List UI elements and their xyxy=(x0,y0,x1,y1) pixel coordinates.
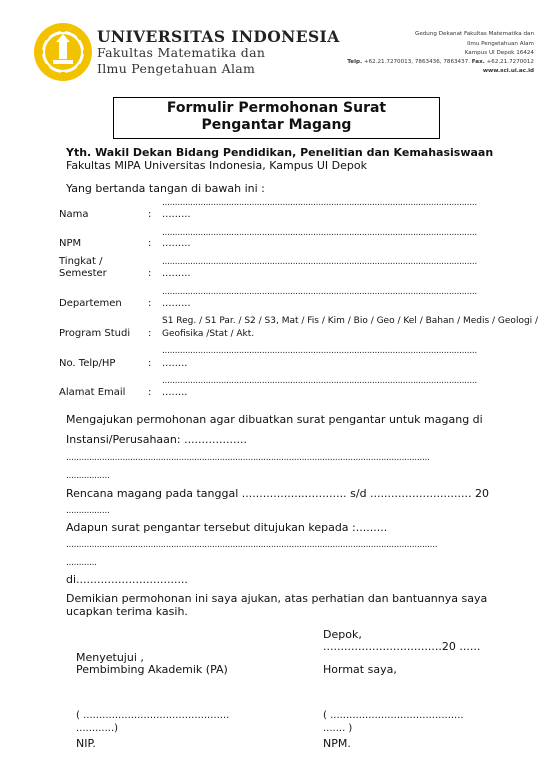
program-studi-label: Program Studi xyxy=(59,328,131,339)
intro-text: Yang bertanda tangan di bawah ini : xyxy=(66,182,265,195)
program-studi-separator: : xyxy=(148,328,152,339)
signature-place: Depok, xyxy=(323,628,362,641)
instansi-dots-line: .............................................................................................................................................. xyxy=(66,453,430,463)
telp-dots-line: ........................................................................................................................... xyxy=(162,346,477,356)
form-title-line1: Formulir Permohonan Surat xyxy=(166,100,387,116)
university-name: UNIVERSITAS INDONESIA xyxy=(97,27,340,46)
npm-dots-line: ........................................................................................................................... xyxy=(162,228,477,238)
fax-value: +62.21.7270012 xyxy=(486,59,534,65)
nama-separator: : xyxy=(148,209,152,220)
student-name-field-line2: ....... ) xyxy=(323,723,353,734)
phone-label: Telp. xyxy=(347,59,363,65)
nama-label: Nama xyxy=(59,209,89,220)
address-line2: Ilmu Pengetahuan Alam xyxy=(467,41,534,47)
universitas-indonesia-logo xyxy=(33,22,93,82)
recipient-line2: Fakultas MIPA Universitas Indonesia, Kampus UI Depok xyxy=(66,159,367,172)
pa-name-field-line2: ............) xyxy=(76,723,119,734)
tingkat-input[interactable]: ......... xyxy=(162,268,191,279)
email-dots-line: ........................................................................................................................... xyxy=(162,376,477,386)
request-line1: Mengajukan permohonan agar dibuatkan surat pengantar untuk magang di xyxy=(66,413,483,426)
pa-name-field-line1[interactable]: ( .............................................. xyxy=(76,710,230,721)
departemen-dots-line: ........................................................................................................................... xyxy=(162,287,477,297)
tingkat-dots-line: ........................................................................................................................... xyxy=(162,257,477,267)
student-name-field-line1[interactable]: ( .......................................... xyxy=(323,710,464,721)
prodi-options-line2[interactable]: Geofisika /Stat / Akt. xyxy=(162,329,255,339)
recipient-line1: Yth. Wakil Dekan Bidang Pendidikan, Penelitian dan Kemahasiswaan xyxy=(66,146,494,159)
nama-dots-line: ........................................................................................................................... xyxy=(162,198,477,208)
npm-signature-label: NPM. xyxy=(323,737,351,750)
closing-line2: ucapkan terima kasih. xyxy=(66,605,188,618)
prodi-options-line1: S1 Reg. / S1 Par. / S2 / S3, Mat / Fis / Kim / Bio / Geo / Kel / Bahan / Medis / Geologi / xyxy=(162,316,539,326)
tingkat-label-line2: Semester xyxy=(59,268,107,279)
departemen-separator: : xyxy=(148,298,152,309)
di-line: di................................ xyxy=(66,573,188,586)
tingkat-label-line1: Tingkat / xyxy=(59,256,103,267)
plan-dots-tail: ................. xyxy=(66,506,110,516)
approve-line2: Pembimbing Akademik (PA) xyxy=(76,663,228,676)
departemen-label: Departemen xyxy=(59,298,122,309)
request-line2: Instansi/Perusahaan: .................. xyxy=(66,433,248,446)
nama-input[interactable]: ......... xyxy=(162,209,191,220)
departemen-input[interactable]: ......... xyxy=(162,298,191,309)
plan-line: Rencana magang pada tanggal .............................. s/d ............................. 20 xyxy=(66,487,489,500)
nip-label: NIP. xyxy=(76,737,96,750)
closing-line1: Demikian permohonan ini saya ajukan, atas perhatian dan bantuannya saya xyxy=(66,592,488,605)
signature-date: ..................................20 ...... xyxy=(323,640,481,653)
addressed-dots-line: ................................................................................................................................................. xyxy=(66,540,438,550)
phone-fax-line xyxy=(347,59,534,65)
telp-input[interactable]: ........ xyxy=(162,358,188,369)
tingkat-separator: : xyxy=(148,268,152,279)
telp-separator: : xyxy=(148,358,152,369)
npm-input[interactable]: ......... xyxy=(162,238,191,249)
respect-line: Hormat saya, xyxy=(323,663,397,676)
form-title-box xyxy=(113,97,440,139)
npm-label: NPM xyxy=(59,238,82,249)
telp-label: No. Telp/HP xyxy=(59,358,116,369)
fax-label: Fax. xyxy=(471,59,485,65)
addressed-line: Adapun surat pengantar tersebut ditujukan kepada :......... xyxy=(66,521,388,534)
addressed-dots-tail: ............ xyxy=(66,558,97,568)
npm-separator: : xyxy=(148,238,152,249)
approve-line1: Menyetujui , xyxy=(76,651,144,664)
email-separator: : xyxy=(148,387,152,398)
address-line1: Gedung Dekanat Fakultas Matematika dan xyxy=(414,31,534,37)
form-title-line2: Pengantar Magang xyxy=(201,117,352,133)
faculty-name-line2: Ilmu Pengetahuan Alam xyxy=(97,61,256,76)
instansi-dots-tail: ................. xyxy=(66,471,110,481)
faculty-name-line1: Fakultas Matematika dan xyxy=(97,45,266,60)
email-input[interactable]: ........ xyxy=(162,387,188,398)
address-line3: Kampus UI Depok 16424 xyxy=(464,50,534,56)
website: www.sci.ui.ac.id xyxy=(482,68,534,74)
email-label: Alamat Email xyxy=(59,387,126,398)
phone-value: +62.21.7270013, 7863436, 7863437. xyxy=(363,59,471,65)
